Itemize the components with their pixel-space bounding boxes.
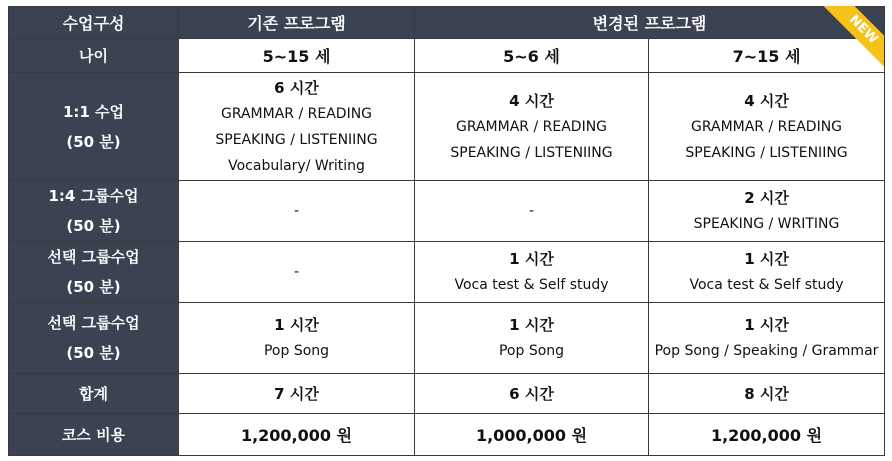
subject-line: SPEAKING / WRITING bbox=[693, 216, 840, 232]
optional1-changed-older bbox=[649, 242, 885, 303]
header-class-composition: 수업구성 bbox=[9, 7, 179, 39]
label-duration: (50 분) bbox=[66, 344, 121, 362]
row-optional-group-1 bbox=[9, 242, 885, 303]
row-one-on-one bbox=[9, 73, 885, 181]
subject-line: GRAMMAR / READING bbox=[690, 118, 843, 135]
row-age bbox=[9, 39, 885, 73]
optional2-changed-young bbox=[415, 303, 649, 374]
subject-line: SPEAKING / LISTENIING bbox=[450, 144, 613, 161]
subject-line: Pop Song / Speaking / Grammar bbox=[654, 343, 879, 359]
hours: 2 시간 bbox=[744, 189, 789, 207]
new-badge-ribbon: NEW bbox=[824, 6, 884, 66]
subject-line: SPEAKING / LISTENIING bbox=[685, 144, 848, 161]
row-one-four-group bbox=[9, 181, 885, 242]
total-changed-older: 8 시간 bbox=[649, 374, 885, 414]
label-line: 1:1 수업 bbox=[62, 102, 125, 121]
label-duration: (50 분) bbox=[66, 132, 121, 151]
one-four-changed-older bbox=[649, 181, 885, 242]
subject-line: Voca test & Self study bbox=[454, 277, 609, 293]
row-label-one-on-one bbox=[9, 73, 179, 181]
optional2-changed-older bbox=[649, 303, 885, 374]
header-changed-program: 변경된 프로그램 bbox=[415, 7, 885, 39]
total-changed-young: 6 시간 bbox=[415, 374, 649, 414]
header-existing-program: 기존 프로그램 bbox=[179, 7, 415, 39]
label-line: 선택 그룹수업 bbox=[47, 248, 140, 266]
subject-line: Pop Song bbox=[263, 343, 330, 359]
label-line: 1:4 그룹수업 bbox=[48, 187, 139, 205]
hours: 4 시간 bbox=[509, 91, 554, 110]
one-on-one-changed-older bbox=[649, 73, 885, 181]
one-four-changed-young: - bbox=[415, 181, 649, 242]
subject-line: Pop Song bbox=[498, 343, 565, 359]
subject-line: SPEAKING / LISTENIING bbox=[215, 131, 378, 148]
hours: 1 시간 bbox=[509, 316, 554, 334]
age-changed-older: 7~15 세 bbox=[649, 39, 885, 73]
subject-line: GRAMMAR / READING bbox=[220, 105, 373, 122]
program-comparison-table bbox=[8, 6, 885, 456]
hours: 6 시간 bbox=[274, 78, 319, 97]
subject-line: Vocabulary/ Writing bbox=[228, 157, 365, 174]
row-label-optional-group-1 bbox=[9, 242, 179, 303]
hours: 1 시간 bbox=[509, 250, 554, 268]
row-total bbox=[9, 374, 885, 414]
row-label-one-four-group bbox=[9, 181, 179, 242]
header-row bbox=[9, 7, 885, 39]
row-label-optional-group-2 bbox=[9, 303, 179, 374]
hours: 1 시간 bbox=[744, 250, 789, 268]
cost-changed-older: 1,200,000 원 bbox=[649, 414, 885, 456]
hours: 4 시간 bbox=[744, 91, 789, 110]
label-duration: (50 분) bbox=[66, 278, 121, 296]
hours: 1 시간 bbox=[274, 316, 319, 334]
one-four-existing: - bbox=[179, 181, 415, 242]
age-changed-young: 5~6 세 bbox=[415, 39, 649, 73]
cost-existing: 1,200,000 원 bbox=[179, 414, 415, 456]
subject-line: GRAMMAR / READING bbox=[455, 118, 608, 135]
optional2-existing bbox=[179, 303, 415, 374]
label-line: 선택 그룹수업 bbox=[47, 314, 140, 332]
cost-changed-young: 1,000,000 원 bbox=[415, 414, 649, 456]
total-existing: 7 시간 bbox=[179, 374, 415, 414]
optional1-existing: - bbox=[179, 242, 415, 303]
row-label-age: 나이 bbox=[9, 39, 179, 73]
optional1-changed-young bbox=[415, 242, 649, 303]
row-label-total: 합계 bbox=[9, 374, 179, 414]
row-optional-group-2 bbox=[9, 303, 885, 374]
row-course-cost bbox=[9, 414, 885, 456]
one-on-one-existing bbox=[179, 73, 415, 181]
label-duration: (50 분) bbox=[66, 217, 121, 235]
age-existing: 5~15 세 bbox=[179, 39, 415, 73]
one-on-one-changed-young bbox=[415, 73, 649, 181]
subject-line: Voca test & Self study bbox=[689, 277, 844, 293]
row-label-course-cost: 코스 비용 bbox=[9, 414, 179, 456]
hours: 1 시간 bbox=[744, 316, 789, 334]
